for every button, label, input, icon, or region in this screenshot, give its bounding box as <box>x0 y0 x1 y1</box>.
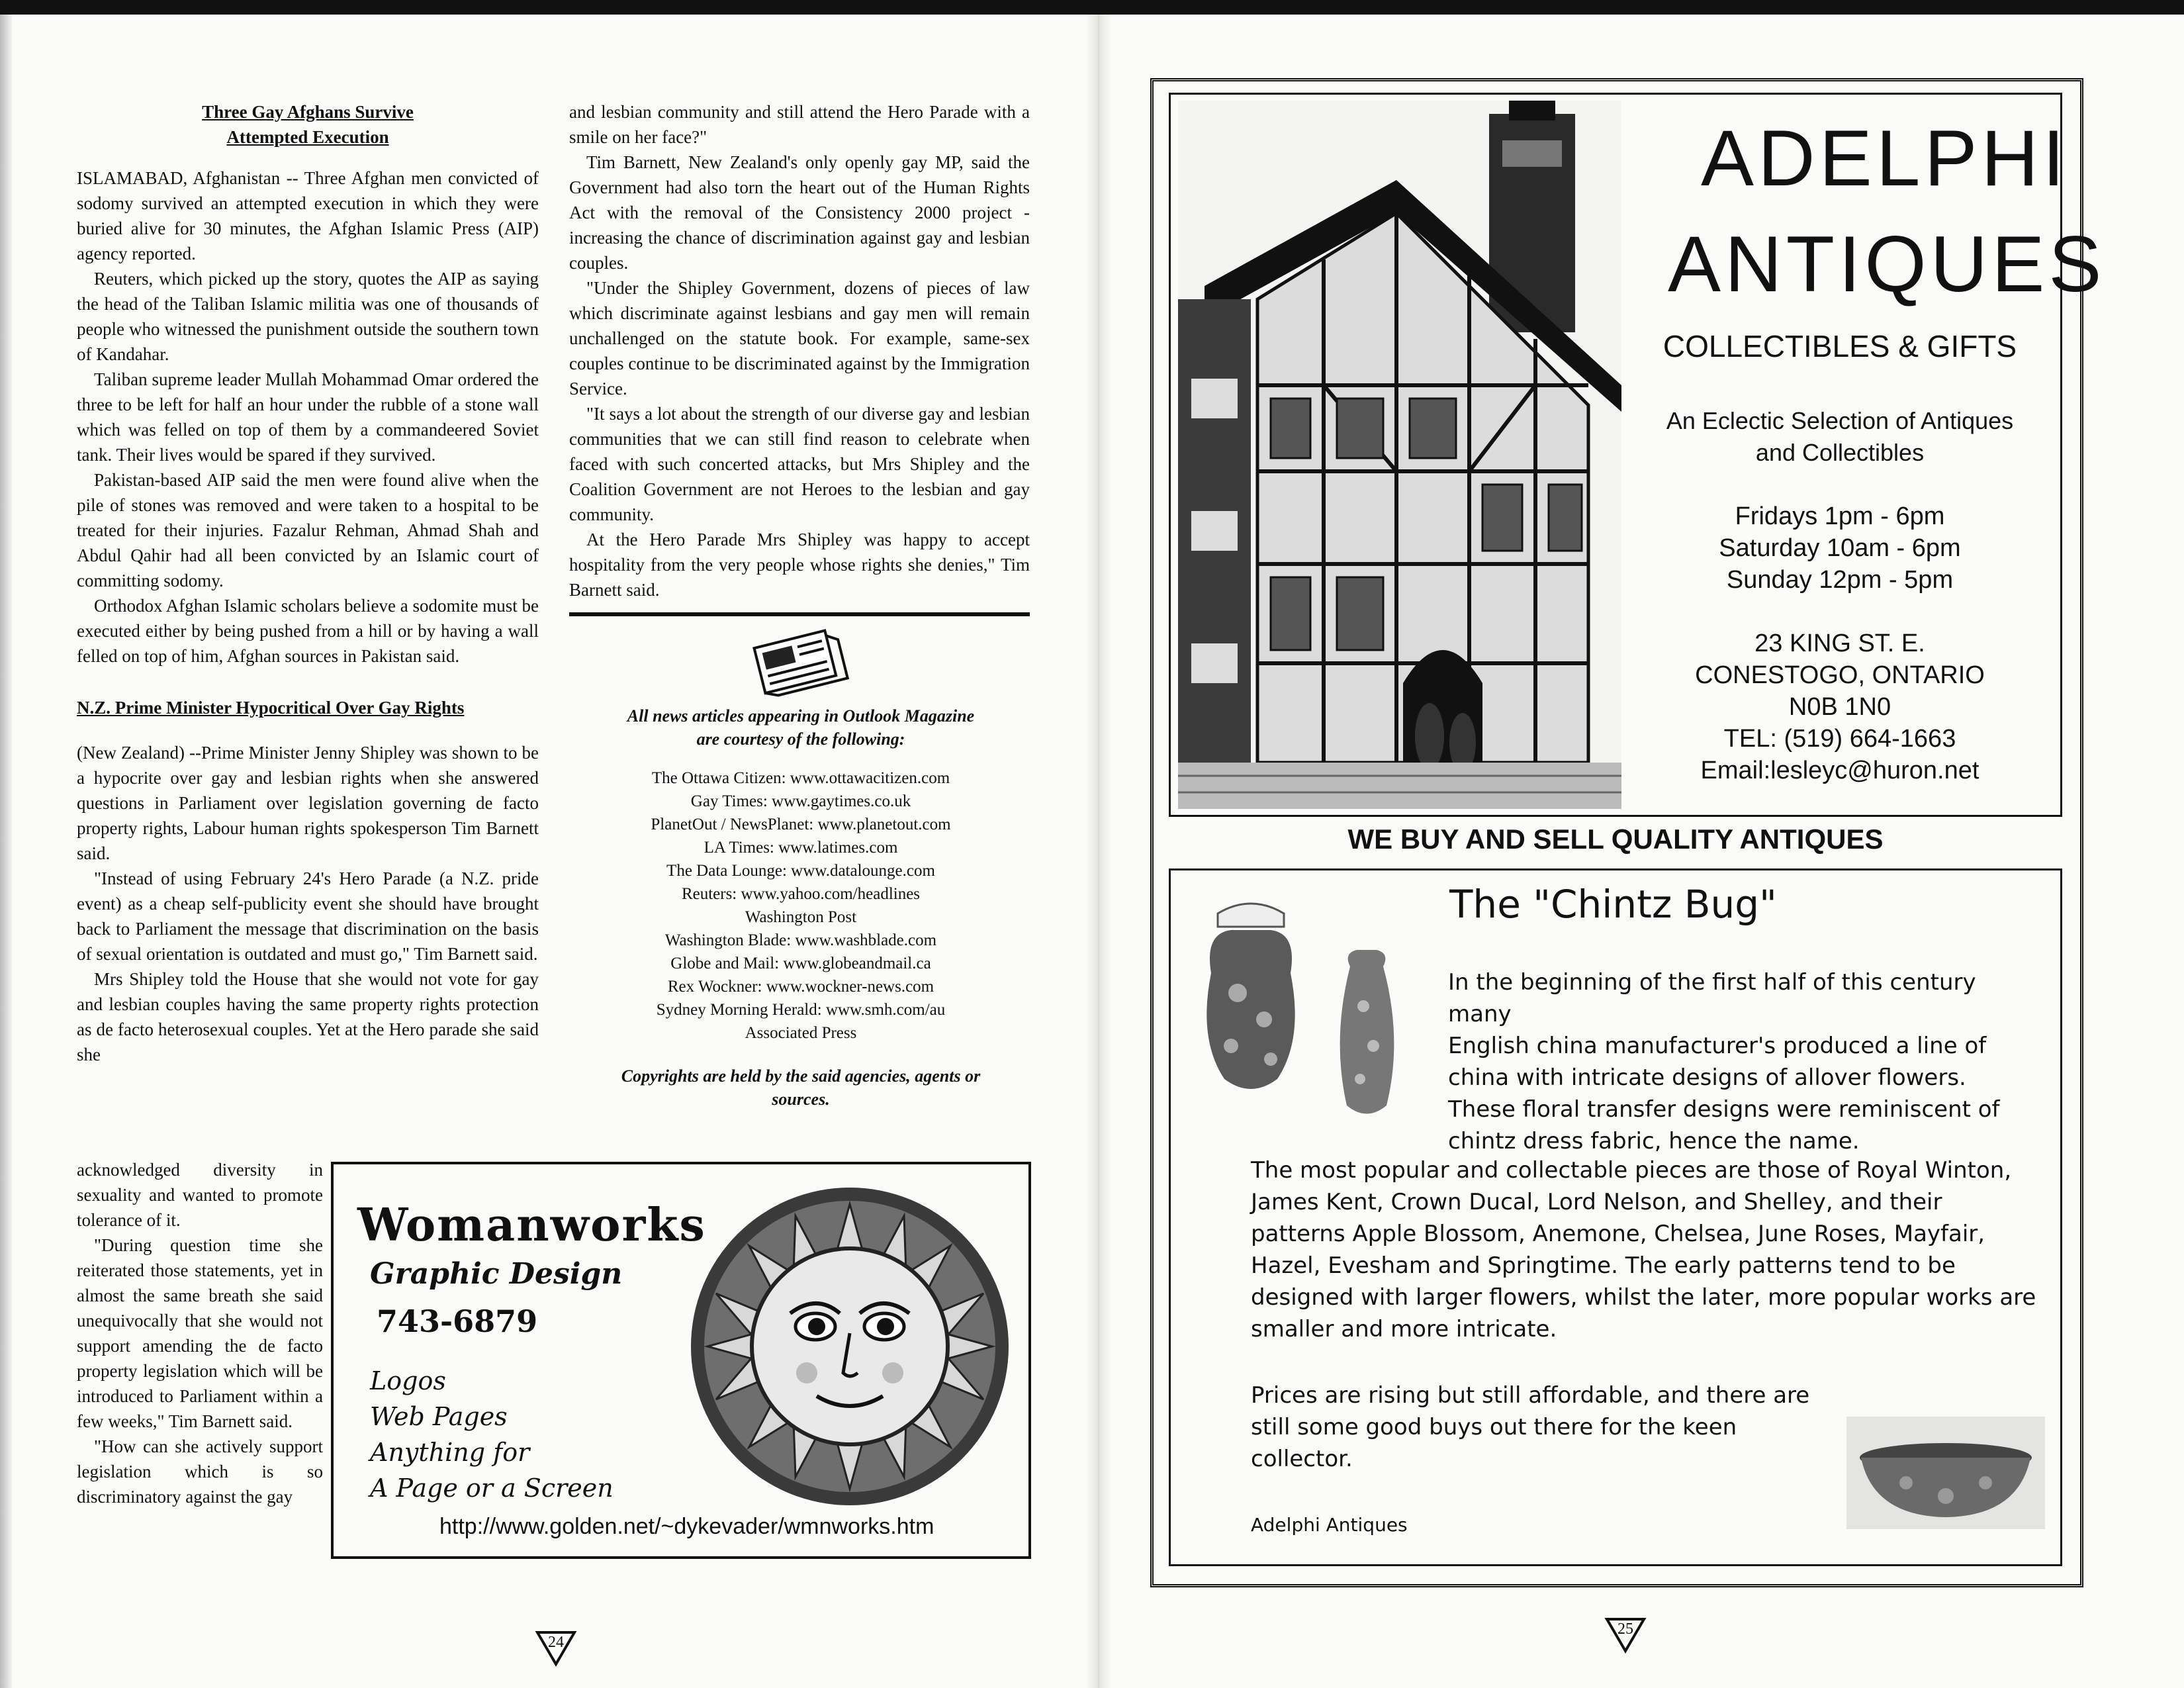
article2-continued-paragraph: At the Hero Parade Mrs Shipley was happy to accept hospitality from the very people whose rights she denies," Tim Barnett said. <box>569 530 1030 600</box>
chintz-closing <box>1251 1380 1846 1475</box>
adelphi-address-line: N0B 1N0 <box>1788 693 1891 721</box>
tudor-building-illustration <box>1178 101 1621 809</box>
article1-paragraph: ISLAMABAD, Afghanistan -- Three Afghan men convicted of sodomy survived an attempted execution in which they were buried alive for 30 minutes, the Afghan Islamic Press (AIP) agency reported. <box>77 168 539 263</box>
credit-source: Washington Blade: www.washblade.com <box>664 931 937 949</box>
article2-paragraph: Mrs Shipley told the House that she would not vote for gay and lesbian couples having the same property rights protection as de facto heterosexual couples. Yet at the Hero parade she said she <box>77 969 539 1064</box>
article2-continued-paragraph: and lesbian community and still attend the Hero Parade with a smile on her face?" <box>569 102 1030 147</box>
chintz-body-line: patterns Apple Blossom, Anemone, Chelsea, June Roses, Mayfair, <box>1251 1221 1985 1247</box>
adelphi-hours-line: Saturday 10am - 6pm <box>1719 534 1961 562</box>
adelphi-title-line1: ADELPHI <box>1701 114 2069 203</box>
chintz-title: The "Chintz Bug" <box>1449 882 1777 927</box>
article1-headline-line2: Attempted Execution <box>226 127 389 147</box>
womanworks-service: A Page or a Screen <box>370 1474 614 1503</box>
chintz-body-line: The most popular and collectable pieces are those of Royal Winton, <box>1251 1157 2012 1184</box>
adelphi-hours-line: Sunday 12pm - 5pm <box>1726 566 1954 594</box>
credit-source: Washington Post <box>745 908 857 926</box>
womanworks-subtitle: Graphic Design <box>370 1257 623 1291</box>
article1-paragraph: Reuters, which picked up the story, quotes the AIP as saying the head of the Taliban Islamic militia was one of thousands of people who witnessed the punishment outside the southern town of Kandahar. <box>77 269 539 364</box>
article2-headline: N.Z. Prime Minister Hypocritical Over Gay Rights <box>77 698 465 718</box>
article2-narrow-paragraph: "During question time she reiterated those statements, yet in almost the same breath she said unequivocally that she would not support amending the de facto property legislation which will be introduced to Parliament within a few weeks," Tim Barnett said. <box>77 1235 323 1431</box>
left-column <box>77 99 539 1067</box>
credit-source: PlanetOut / NewsPlanet: www.planetout.com <box>651 816 951 833</box>
page-number-25: 25 <box>1617 1620 1633 1638</box>
chintz-body-line: Hazel, Evesham and Springtime. The early patterns tend to be <box>1251 1252 1956 1279</box>
book-spine <box>1085 15 1112 1688</box>
womanworks-service: Anything for <box>370 1438 530 1467</box>
womanworks-title: Womanworks <box>357 1199 706 1252</box>
sun-face-icon <box>684 1184 1015 1509</box>
article1-headline-line1: Three Gay Afghans Survive <box>202 102 414 122</box>
credits-intro-line1: All news articles appearing in Outlook Magazine <box>627 706 975 726</box>
article1-paragraph: Pakistan-based AIP said the men were found alive when the pile of stones was removed and were taken to a hospital to be treated for their injuries. Fazalur Rehman, Ahmad Shah and Abdul Qahir had all been convicted by an Islamic court of committing sodomy. <box>77 470 539 590</box>
credit-source: The Data Lounge: www.datalounge.com <box>666 862 935 880</box>
left-page <box>0 0 1085 1688</box>
news-credits <box>569 704 1032 1111</box>
page-number-24: 24 <box>548 1634 564 1651</box>
chintz-body-line: James Kent, Crown Ducal, Lord Nelson, and Shelley, and their <box>1251 1189 1942 1215</box>
adelphi-phone: TEL: (519) 664-1663 <box>1723 725 1956 753</box>
adelphi-banner: WE BUY AND SELL QUALITY ANTIQUES <box>1347 823 1884 855</box>
article1-paragraph: Taliban supreme leader Mullah Mohammad Omar ordered the three to be left for half an hour under the rubble of a stone wall which was felled on top of them by a commandeered Soviet tank. Their lives would be spared if they survived. <box>77 369 539 465</box>
chintz-closing-line: Prices are rising but still affordable, and there are <box>1251 1382 1810 1409</box>
chintz-bowl-illustration <box>1846 1417 2045 1529</box>
credit-source: The Ottawa Citizen: www.ottawacitizen.com <box>651 769 950 787</box>
credit-source: Rex Wockner: www.wockner-news.com <box>667 978 934 996</box>
article2-continued-paragraph: Tim Barnett, New Zealand's only openly gay MP, said the Government had also torn the heart out of the Human Rights Act with the removal of the Consistency 2000 project - increasing the chance of discrimination against gay and lesbian couples. <box>569 152 1030 273</box>
chintz-signature: Adelphi Antiques <box>1251 1514 1408 1536</box>
chintz-vases-illustration <box>1191 894 1410 1132</box>
credit-source: Globe and Mail: www.globeandmail.ca <box>670 955 931 972</box>
chintz-body <box>1251 1154 2058 1345</box>
column-divider-rule <box>569 612 1030 616</box>
chintz-body-line: smaller and more intricate. <box>1251 1316 1557 1342</box>
chintz-intro-line: china with intricate designs of allover flowers. <box>1448 1064 1966 1091</box>
womanworks-url: http://www.golden.net/~dykevader/wmnworks.htm <box>439 1514 934 1539</box>
adelphi-address <box>1635 628 2045 786</box>
credit-source: Sydney Morning Herald: www.smh.com/au <box>656 1001 946 1019</box>
womanworks-phone: 743-6879 <box>377 1303 538 1339</box>
article2-paragraph: "Instead of using February 24's Hero Parade (a N.Z. pride event) as a cheap self-publicity event she should have brought back to Parliament the message that discrimination on the basis of sexual orientation is outdated and must go," Tim Barnett said. <box>77 868 539 964</box>
chintz-closing-line: collector. <box>1251 1446 1353 1472</box>
right-page <box>1112 0 2184 1688</box>
credits-copyright-line2: sources. <box>772 1090 830 1109</box>
credits-intro-line2: are courtesy of the following: <box>696 729 905 749</box>
adelphi-title-line2: ANTIQUES <box>1668 220 2106 308</box>
credits-copyright-line1: Copyrights are held by the said agencies, agents or <box>621 1066 981 1086</box>
article2-paragraph: (New Zealand) --Prime Minister Jenny Shipley was shown to be a hypocrite over gay and lesbian rights when she answered questions in Parliament over legislation governing de facto property rights, Labour human rights spokesperson Tim Barnett said. <box>77 743 539 863</box>
adelphi-description-line: An Eclectic Selection of Antiques <box>1666 407 2014 434</box>
chintz-closing-line: still some good buys out there for the keen <box>1251 1414 1737 1440</box>
womanworks-ad <box>331 1162 1031 1559</box>
adelphi-address-line: CONESTOGO, ONTARIO <box>1695 661 1985 689</box>
adelphi-description-line: and Collectibles <box>1755 439 1925 466</box>
womanworks-services <box>370 1363 614 1506</box>
womanworks-service: Logos <box>370 1366 446 1395</box>
chintz-intro-line: English china manufacturer's produced a line of <box>1448 1033 1987 1059</box>
left-narrow-column <box>77 1157 323 1509</box>
article2-narrow-paragraph: "How can she actively support legislation which is so discriminatory against the gay <box>77 1436 323 1507</box>
adelphi-hours-line: Fridays 1pm - 6pm <box>1735 502 1945 530</box>
credit-source: Associated Press <box>745 1024 857 1042</box>
article2-continued-paragraph: "Under the Shipley Government, dozens of pieces of law which discriminate against lesbians and gay men will remain unchallenged on the statute book. For example, same-sex couples continue to be discriminated against by the Immigration Service. <box>569 278 1030 399</box>
credit-source: Gay Times: www.gaytimes.co.uk <box>690 792 911 810</box>
chintz-intro-line: In the beginning of the first half of this century many <box>1448 969 1976 1027</box>
chintz-intro-line: These floral transfer designs were reminiscent of <box>1448 1096 2000 1123</box>
chintz-body-line: designed with larger flowers, whilst the later, more popular works are <box>1251 1284 2036 1311</box>
chintz-intro-line: chintz dress fabric, hence the name. <box>1448 1128 1860 1154</box>
adelphi-tagline: COLLECTIBLES & GIFTS <box>1662 329 2017 363</box>
adelphi-email: Email:lesleyc@huron.net <box>1700 757 1979 784</box>
article1-paragraph: Orthodox Afghan Islamic scholars believe a sodomite must be executed either by being pushed from a hill or by having a wall felled on top of him, Afghan sources in Pakistan said. <box>77 596 539 666</box>
credit-source: LA Times: www.latimes.com <box>704 839 898 857</box>
chintz-intro <box>1448 966 2044 1157</box>
adelphi-hours <box>1635 500 2045 596</box>
adelphi-address-line: 23 KING ST. E. <box>1754 630 1925 657</box>
credit-source: Reuters: www.yahoo.com/headlines <box>681 885 921 903</box>
right-column <box>569 99 1030 602</box>
newspaper-icon <box>745 624 850 703</box>
adelphi-description <box>1635 405 2045 469</box>
womanworks-service: Web Pages <box>370 1402 508 1431</box>
article2-continued-paragraph: "It says a lot about the strength of our diverse gay and lesbian communities that we can still find reason to celebrate when faced with such concerted attacks, but Mrs Shipley and the Coalition Government are not Heroes to the lesbian and gay community. <box>569 404 1030 524</box>
article2-narrow-paragraph: acknowledged diversity in sexuality and wanted to promote tolerance of it. <box>77 1160 323 1230</box>
